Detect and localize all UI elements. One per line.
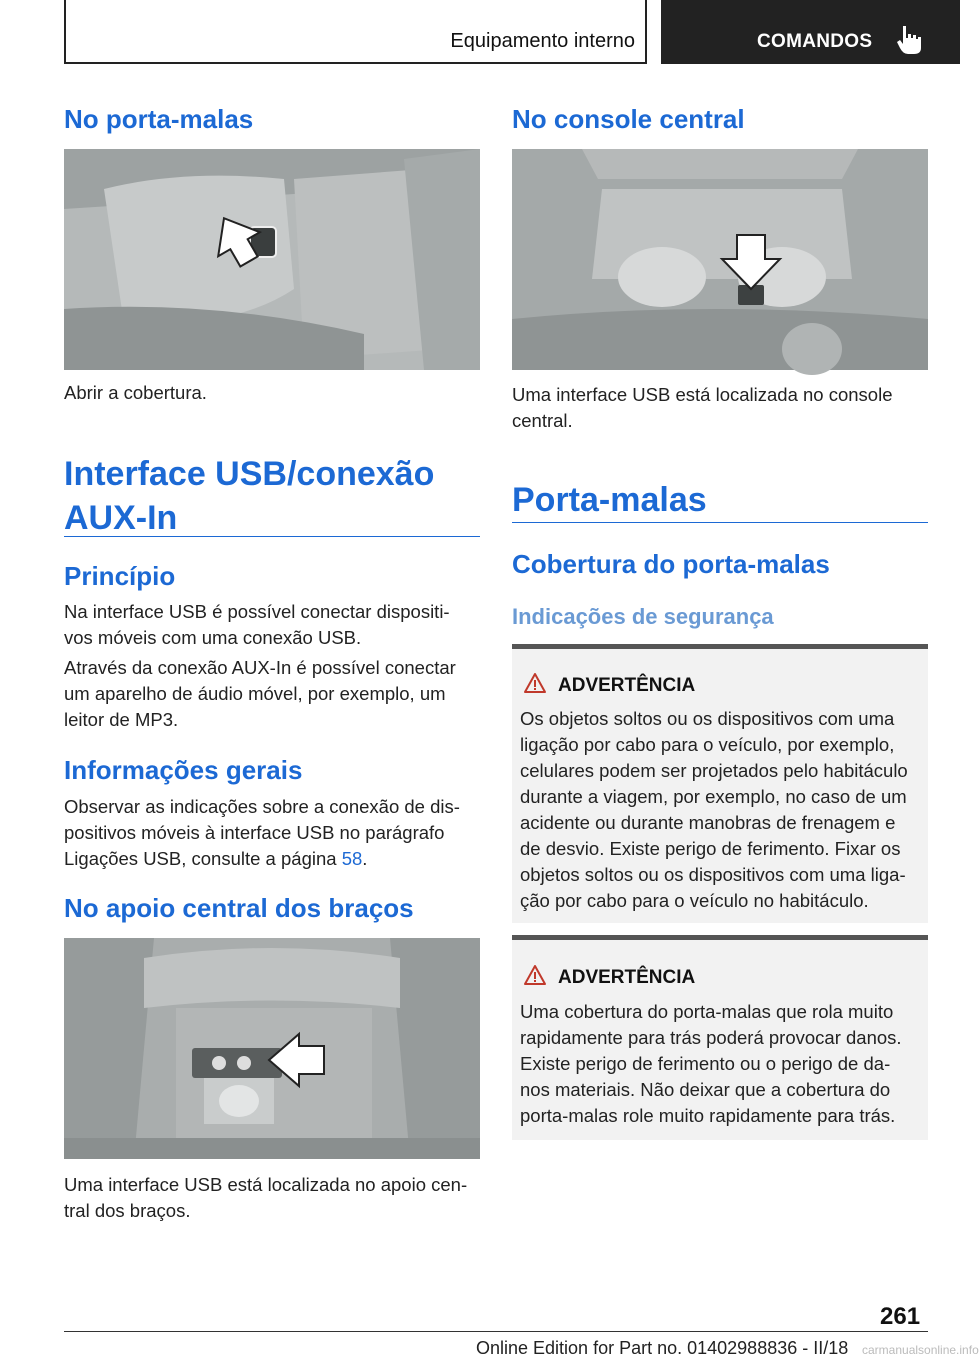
photo-console-usb (512, 149, 928, 370)
warning-text-2: Uma cobertura do porta-malas que rola muito rapidamente para trás poderá provocar danos. Existe perigo de ferimento ou o perigo de da- nos materiais. Não deixar que a cobertura do porta-malas role muito rapidamente para trás. (520, 1001, 902, 1126)
warning-triangle-icon (524, 673, 546, 693)
heading-armrest: No apoio central dos braços (64, 893, 414, 923)
page-link-58[interactable]: 58 (341, 848, 363, 869)
caption-armrest: Uma interface USB está localizada no apoio cen- tral dos braços. (64, 1174, 468, 1221)
warning-title-1: ADVERTÊNCIA (558, 675, 696, 696)
warning-text-1: Os objetos soltos ou os dispositivos com uma ligação por cabo para o veículo, por exemplo, celulares podem ser projetados pelo habitáculo durante a viagem, por exemplo, no caso de um acidente ou durante manobras de frenagem e de desvio. Existe perigo de ferimento. Fixar os objetos soltos ou os dispositivos com uma liga- ção por cabo para o veículo no habitáculo. (520, 708, 908, 911)
heading-principle: Princípio (64, 561, 176, 591)
paragraph-general-info: Observar as indicações sobre a conexão de dis- positivos móveis à interface USB no parágrafo Ligações USB, consulte a página 58. (64, 796, 460, 869)
heading-usb-aux: Interface USB/conexão AUX-In (64, 455, 435, 537)
warning-title-2: ADVERTÊNCIA (558, 967, 696, 988)
heading-rule (512, 522, 928, 523)
heading-general-info: Informações gerais (64, 755, 303, 785)
warning-box-2 (512, 935, 928, 1140)
paragraph-principle-1: Na interface USB é possível conectar dispositi- vos móveis com uma conexão USB. (64, 601, 450, 648)
warning-box-1 (512, 644, 928, 923)
page-number: 261 (880, 1303, 921, 1330)
heading-rule (64, 536, 480, 537)
heading-trunk-usb: No porta-malas (64, 104, 254, 134)
caption-console: Uma interface USB está localizada no console central. (512, 384, 893, 431)
footer-watermark: carmanualsonline.info (862, 1343, 979, 1357)
header-chapter-label: COMANDOS (757, 31, 873, 52)
warning-triangle-icon (524, 965, 546, 985)
paragraph-principle-2: Através da conexão AUX-In é possível conectar um aparelho de áudio móvel, por exemplo, um leitor de MP3. (64, 657, 456, 730)
heading-safety-notes: Indicações de segurança (512, 604, 774, 629)
caption-trunk: Abrir a cobertura. (64, 382, 207, 403)
header-section-title: Equipamento interno (450, 30, 635, 52)
heading-console: No console central (512, 104, 745, 134)
heading-trunk-cover: Cobertura do porta-malas (512, 549, 830, 579)
photo-trunk-usb (64, 149, 480, 370)
photo-armrest-usb (64, 938, 480, 1159)
footer-rule (64, 1331, 928, 1332)
hand-pointer-icon (894, 24, 924, 56)
heading-trunk-main: Porta-malas (512, 481, 707, 519)
footer-edition: Online Edition for Part no. 01402988836 - II/18 (476, 1338, 849, 1358)
